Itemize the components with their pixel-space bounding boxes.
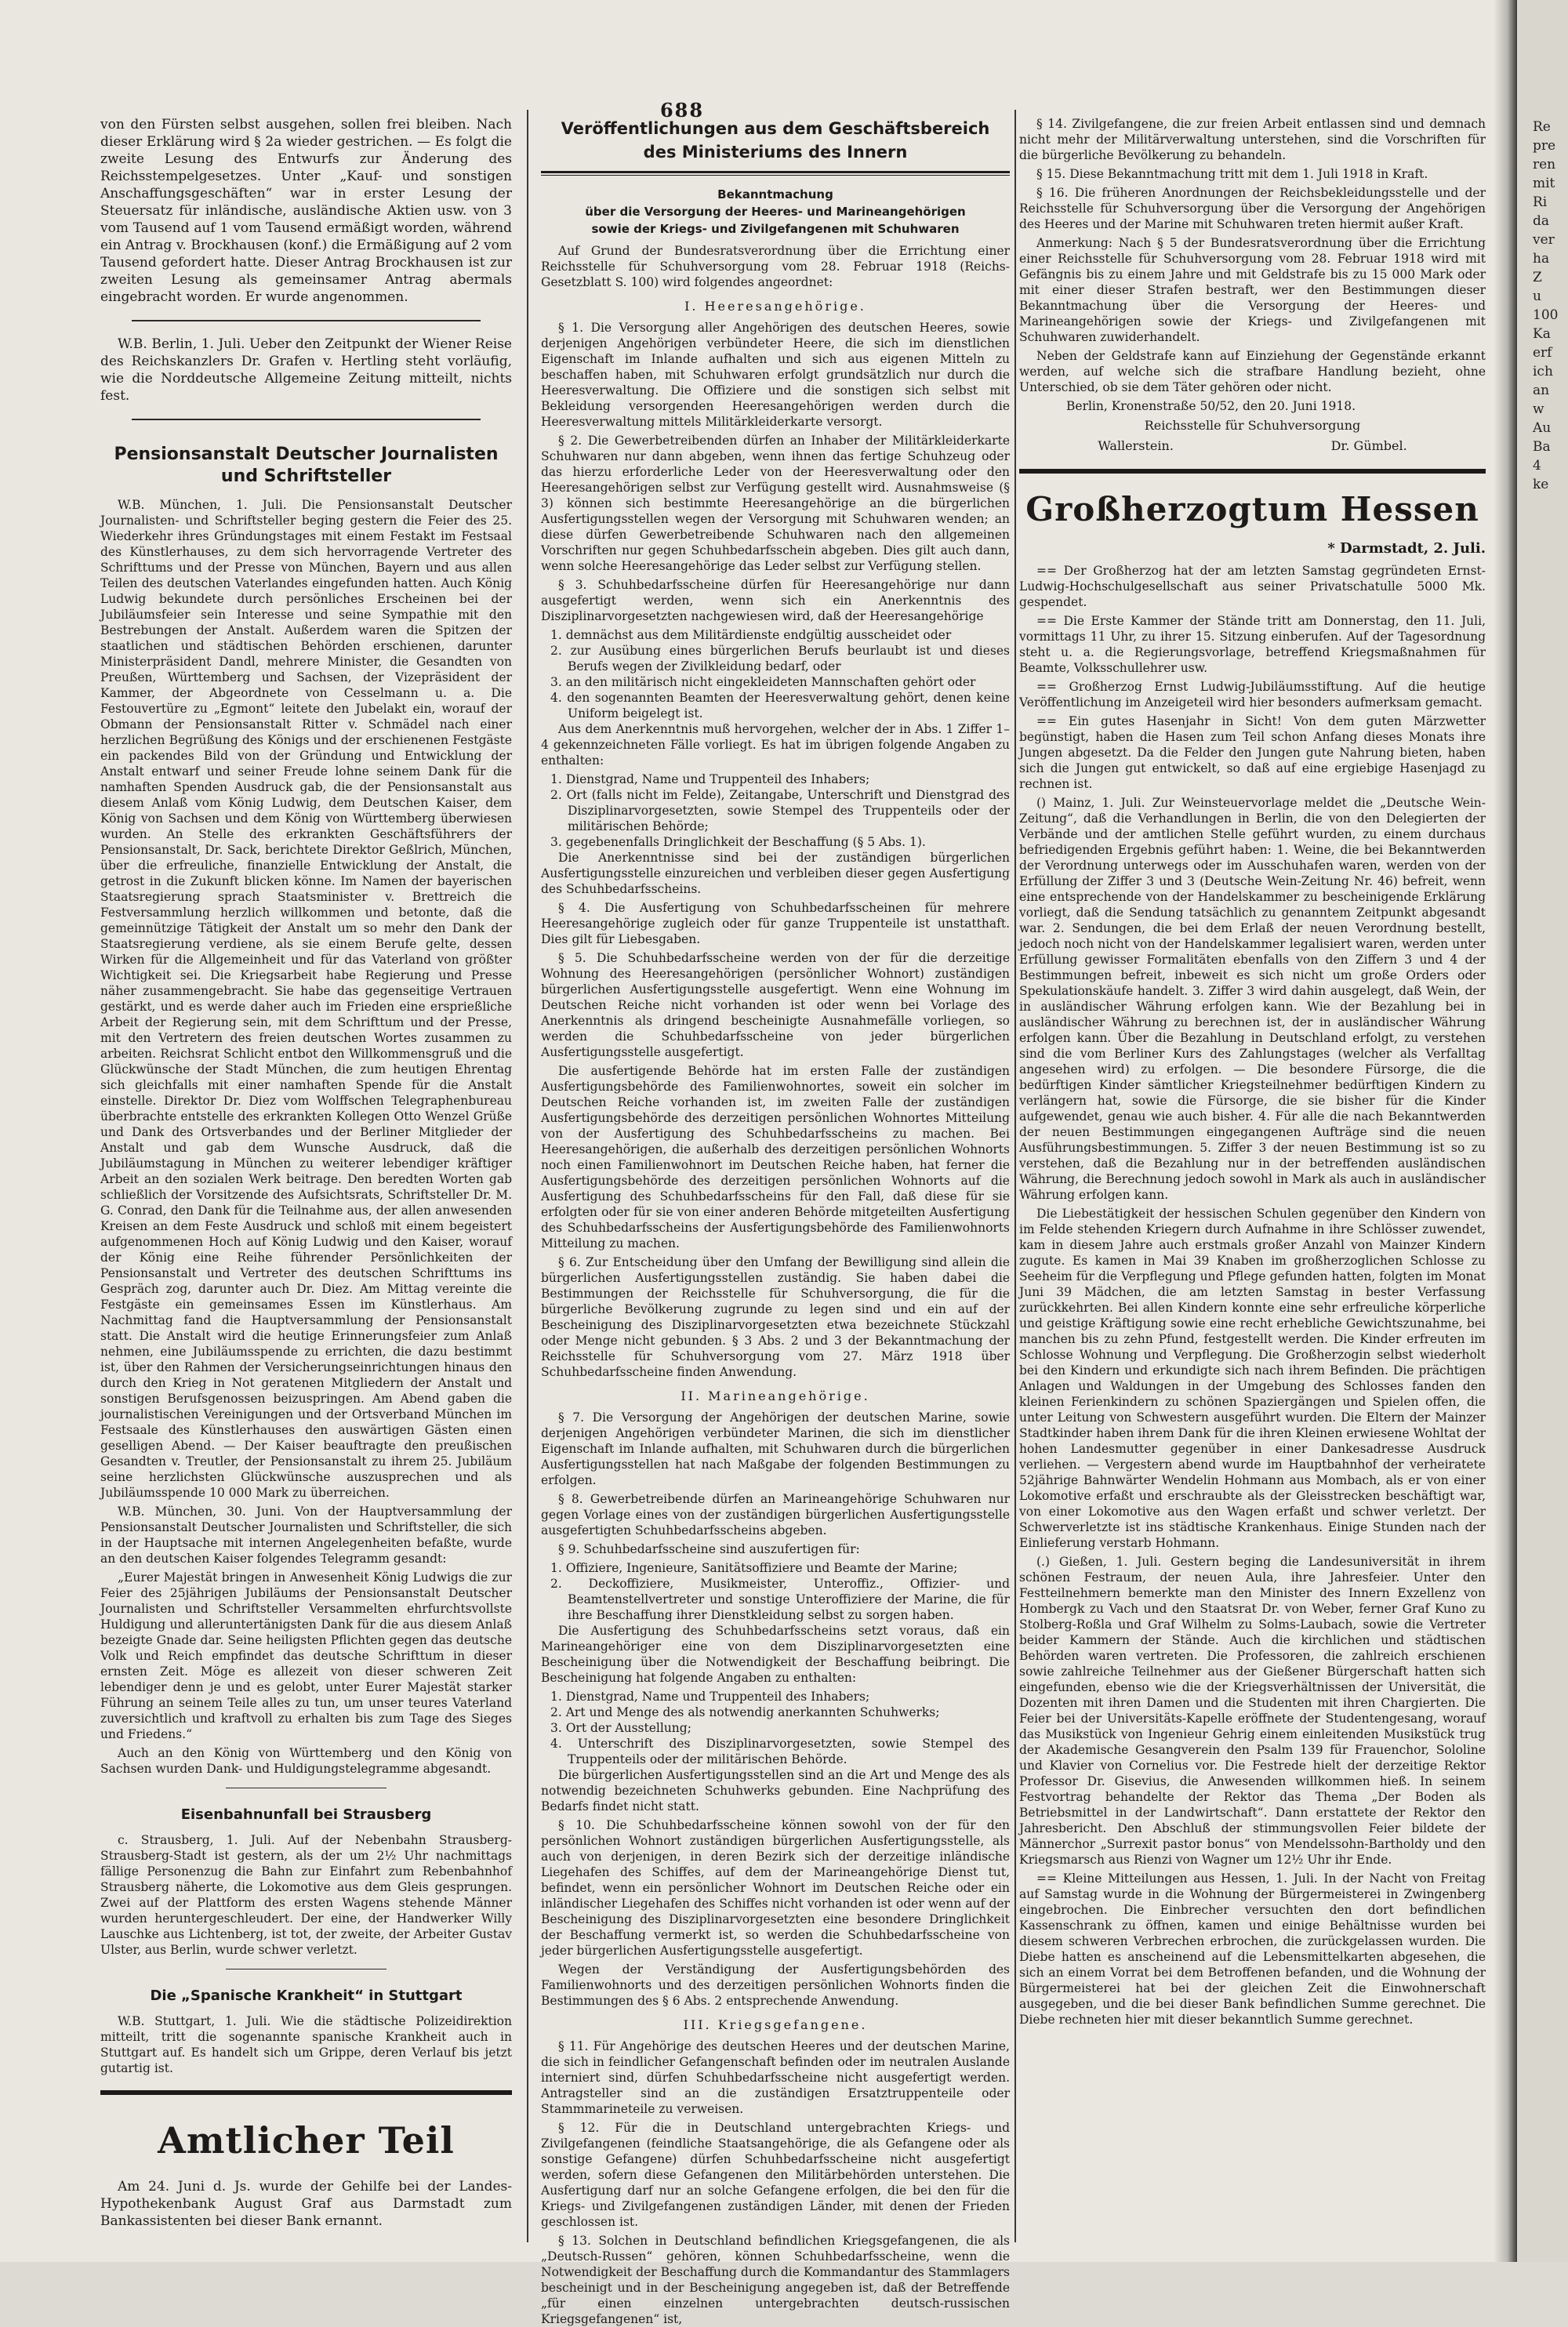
paragraph-eisenbahnunfall: c. Strausberg, 1. Juli. Auf der Nebenbahn Strausberg-Strausberg-Stadt ist gestern, als der um 2½ Uhr nachmittags fällige Personenzug die Bahn zur Einfahrt zum Rebenbahnhof Strausberg näherte, die Lokomotive aus dem Gleis gesprungen. Zwei auf der Plattform des ersten Wagens stehende Männer wurden heruntergeschleudert. Der eine, der Handwerker Willy Lauschke aus Lichtenberg, ist tot, der zweite, der Arbeiter Gustav Ulster, aus Berlin, wurde schwer verletzt. (100, 1833, 512, 1957)
paragraph-s3: § 3. Schuhbedarfsscheine dürfen für Heeresangehörige nur dann ausgefertigt werden, wenn sich ein Anerkenntnis des Disziplinarvorgesetzten nachgewiesen wird, daß der Heeresangehörige (541, 578, 1010, 623)
adjacent-page-text: ich (1533, 364, 1553, 379)
signature-row (1019, 437, 1486, 455)
adjacent-page-text: Ri (1533, 194, 1548, 210)
separator-thick (1019, 469, 1486, 474)
subheadline-1: über die Versorgung der Heeres- und Marineangehörigen (585, 205, 966, 219)
list-item: 2. zur Ausübung eines bürgerlichen Berufs beurlaubt ist und dieses Berufs wegen der Zivilkleidung bedarf, oder (550, 644, 1010, 673)
section-heading-marineangehoerige: II. Marineangehörige. (681, 1389, 870, 1403)
paragraph-s6: § 6. Zur Entscheidung über den Umfang der Bewilligung sind allein die bürgerlichen Ausfertigungsstellen zuständig. Sie haben dabei die Bestimmungen der Reichsstelle für Schuhversorgung, die für die bürgerliche Bevölkerung zugrunde zu legen sind und ein auf der Bescheinigung des Disziplinarvorgesetzten etwa bezeichnete Stückzahl oder Menge nicht gebunden. § 3 Abs. 2 und 3 der Bekanntmachung der Reichsstelle für Schuhversorgung vom 27. März 1918 über Schuhbedarfsscheine finden Anwendung. (541, 1255, 1010, 1379)
column-rule-right (1014, 110, 1016, 2242)
list-s9b (541, 1689, 1010, 1767)
adjacent-page-fragment (1517, 0, 1568, 2262)
paragraph-s10: § 10. Die Schuhbedarfsscheine können sowohl von der für den persönlichen Wohnort zuständigen bürgerlichen Ausfertigungsstelle, als auch von derjenigen, in deren Bezirk sich der derzeitige inländische Liegehafen des Schiffes, auf dem der Marineangehörige Dienst tut, befindet, wenn ein persönlicher Wohnort im Deutschen Reiche oder ein inländischer Liegehafen des Schiffes nicht vorhanden ist oder wenn auf der Bescheinigung des Disziplinarvorgesetzten eine besondere Dringlichkeit der Beschaffung vermerkt ist, so werden die Schuhbedarfsscheine von jeder bürgerlichen Ausfertigungsstelle ausgefertigt. (541, 1818, 1010, 1958)
adjacent-page-text: u (1533, 289, 1541, 304)
list-item: 4. den sogenannten Beamten der Heeresverwaltung gehört, denen keine Uniform beigelegt ist. (550, 691, 1010, 721)
paragraph-telegram-2: Auch an den König von Württemberg und den König von Sachsen wurden Dank- und Huldigungstelegramme abgesandt. (100, 1746, 512, 1776)
paragraph-s1: § 1. Die Versorgung aller Angehörigen des deutschen Heeres, sowie derjenigen Angehörigen verbündeter Heere, die sich im dienstlichen Eigenschaft im Inlande aufhalten und sich aus eigenen Mitteln zu beschaffen haben, mit Schuhwaren erfolgt grundsätzlich nur durch die Heeresverwaltung. Die Offiziere und die sonstigen sich selbst mit Bekleidung versorgenden Heeresangehörigen werden durch die Heeresverwaltung mittels Militärkleiderkarte versorgt. (541, 321, 1010, 429)
column-middle (541, 116, 1010, 2326)
paragraph-s3b: Aus dem Anerkenntnis muß hervorgehen, welcher der in Abs. 1 Ziffer 1–4 gekennzeichneten Fälle vorliegt. Es hat im übrigen folgende Angaben zu enthalten: (541, 722, 1010, 768)
dateline-darmstadt: * Darmstadt, 2. Juli. (1327, 540, 1486, 557)
list-item: 2. Ort (falls nicht im Felde), Zeitangabe, Unterschrift und Dienstgrad des Disziplinarvorgesetzten, sowie Stempel des Truppenteils oder der militärischen Behörde; (550, 788, 1010, 833)
adjacent-page-text: 4 (1533, 458, 1541, 474)
paragraph-anmerkung: Anmerkung: Nach § 5 der Bundesratsverordnung über die Errichtung einer Reichsstelle für Schuhversorgung vom 28. Februar 1918 wird mit Gefängnis bis zu einem Jahre und mit Geldstrafe bis zu 15 000 Mark oder mit einer dieser Strafen bestraft, wer den Bestimmungen dieser Bekanntmachung über die Versorgung der Heeres- und Marineangehörigen sowie der Kriegs- und Zivilgefangenen mit Schuhwaren zuwiderhandelt. (1019, 236, 1486, 344)
list-item: 1. demnächst aus dem Militärdienste endgültig ausscheidet oder (550, 628, 952, 642)
list-item: 4. Unterschrift des Disziplinarvorgesetzten, sowie Stempel des Truppenteils oder der militärischen Behörde. (550, 1737, 1010, 1766)
list-item: 3. an den militärisch nicht eingekleideten Mannschaften gehört oder (550, 675, 976, 689)
adjacent-page-text: ha (1533, 251, 1550, 267)
signature-guembel: Dr. Gümbel. (1330, 438, 1407, 453)
adjacent-page-text: ke (1533, 477, 1549, 492)
column-left (100, 116, 512, 2233)
paragraph-pension-1: W.B. München, 1. Juli. Die Pensionsanstalt Deutscher Journalisten- und Schriftsteller beging gestern die Feier des 25. Wiederkehr ihres Gründungstages mit einem Festakt im Festsaal des Künstlerhauses, zu dem sich hervorragende Vertreter des Schrifttums und der Presse von München, Bayern und aus allen Teilen des deutschen Vaterlandes eingefunden hatten. Auch König Ludwig bekundete durch persönliches Erscheinen bei der Jubiläumsfeier sein Interesse und seine Sympathie mit den Bestrebungen der Anstalt. Außerdem waren die Spitzen der staatlichen und städtischen Behörden erschienen, darunter Ministerpräsident Dandl, mehrere Minister, die Gesandten von Preußen, Württemberg und Sachsen, der Vizepräsident der Kammer, der Abgeordnete von Cesselmann u. a. Die Festouvertüre zu „Egmont“ leitete den Jubelakt ein, worauf der Obmann der Pensionsanstalt Ritter v. Schmädel nach einer herzlichen Begrüßung des Königs und der erschienenen Festgäste ein packendes Bild von der Gründung und Entwicklung der Anstalt entwarf und seiner Freude lohne seinem Dank für die namhaften Spenden Ausdruck gab, die der Pensionsanstalt aus diesem Anlaß vom König Ludwig, dem Deutschen Kaiser, dem König von Sachsen und dem König von Württemberg überwiesen wurden. An Stelle des erkrankten Geschäftsführers der Pensionsanstalt, Dr. Sack, berichtete Direktor Geßlrich, München, über die erfreuliche, finanzielle Entwicklung der Anstalt, die getrost in die Zukunft blicken könne. Im Namen der bayerischen Staatsregierung sprach Staatsminister v. Brettreich die Festversammlung herzlich willkommen und betonte, daß die gemeinnützige Tätigkeit der Anstalt um so mehr den Dank der Staatsregierung verdiene, als sie einem Berufe gelte, dessen Wirken für die Allgemeinheit und für das Vaterland von größter Wichtigkeit sei. Die Kriegsarbeit habe Regierung und Presse näher zusammengebracht. Sie habe das gegenseitige Vertrauen gestärkt, und es werde daher auch im Frieden eine ersprießliche Arbeit der Regierung sein, mit dem Schrifttum und der Presse, mit den Vertretern des freien deutschen Wortes zusammen zu arbeiten. Reichsrat Schlicht entbot den Willkommensgruß und die Glückwünsche der Stadt München, die zum heutigen Ehrentag sich gleichfalls mit einer namhaften Spende für die Anstalt einstelle. Direktor Dr. Diez vom Wolffschen Telegraphenbureau überbrachte entstelle des erkrankten Kollegen Otto Wenzel Grüße und Dank des Ortsverbandes und der Berliner Mitglieder der Anstalt und gab dem Wunsche Ausdruck, daß die Jubiläumstagung in München zu weiterer lebendiger kräftiger Arbeit an den sozialen Werk beitrage. Den beredten Worten gab schließlich der Vorsitzende des Aufsichtsrats, Schriftsteller Dr. M. G. Conrad, den Dank für die Teilnahme aus, der allen anwesenden Kreisen an dem Feste Ausdruck und schloß mit einem begeistert aufgenommenen Hoch auf König Ludwig und den Kaiser, worauf der König eine Reihe führender Persönlichkeiten der Pensionsanstalt und Vertreter des deutschen Schrifttums ins Gespräch zog, darunter auch Dr. Diez. Am Mittag vereinte die Festgäste ein gemeinsames Essen im Künstlerhaus. Am Nachmittag fand die Hauptversammlung der Pensionsanstalt statt. Die Anstalt wird die heutige Erinnerungsfeier zum Anlaß nehmen, eine Jubiläumsspende zu errichten, die dazu bestimmt ist, über den Rahmen der Versicherungseinrichtungen hinaus den durch den Krieg in Not geratenen Mitgliedern der Anstalt und sonstigen Berufsgenossen beizuspringen. Am Abend gaben die journalistischen Vereinigungen und der Ortsverband München im Festsaale des Künstlerhauses den auswärtigen Gästen einen geselligen Abend. — Der Kaiser beauftragte den preußischen Gesandten v. Treutler, der Pensionsanstalt zu ihrem 25. Jubiläum seine herzlichsten Glückwünsche auszusprechen und als Jubiläumsspende 10 000 Mark zu überreichen. (100, 498, 512, 1500)
signature-organization: Reichsstelle für Schuhversorgung (1144, 418, 1361, 433)
paragraph-s9c: Die bürgerlichen Ausfertigungsstellen sind an die Art und Menge des als notwendig bezeichneten Schuhwerks gebunden. Eine Nachprüfung des Bedarfs findet nicht statt. (541, 1768, 1010, 1813)
paragraph-s5b: Die ausfertigende Behörde hat im ersten Falle der zuständigen Ausfertigungsbehörde des Familienwohnortes, soweit ein solcher im Deutschen Reiche vorhanden ist, im zweiten Falle der zuständigen Ausfertigungsbehörde des derzeitigen persönlichen Wohnortes Mitteilung von der Ausfertigung des Schuhbedarfsscheins zu machen. Bei Heeresangehörigen, die außerhalb des derzeitigen persönlichen Wohnorts noch einen Familienwohnort im Deutschen Reiche haben, hat ferner die Ausfertigungsbehörde des derzeitigen persönlichen Wohnorts auf die Ausfertigung des Schuhbedarfsscheins für den Fall, daß diese für sie erfolgten oder für sie von einer anderen Behörde mitgeteilten Ausfertigung des Schuhbedarfsscheins der Ausfertigungsbehörde des Familienwohnorts Mitteilung zu machen. (541, 1064, 1010, 1251)
adjacent-page-text: mit (1533, 176, 1555, 191)
paragraph-s4: § 4. Die Ausfertigung von Schuhbedarfsscheinen für mehrere Heeresangehörige zugleich oder für ganze Truppenteile ist unstatthaft. Dies gilt für Liebesgaben. (541, 901, 1010, 946)
binding-shadow (1494, 0, 1519, 2262)
section-heading-kriegsgefangene: III. Kriegsgefangene. (683, 2017, 868, 2032)
adjacent-page-text: Ka (1533, 326, 1551, 342)
separator (132, 320, 481, 321)
subheadline-2: sowie der Kriegs- und Zivilgefangenen mit Schuhwaren (591, 222, 960, 236)
list-item: 1. Dienstgrad, Name und Truppenteil des Inhabers; (550, 1690, 870, 1704)
paragraph-kleine-mitteilungen: == Kleine Mitteilungen aus Hessen, 1. Juli. In der Nacht von Freitag auf Samstag wurde in die Wohnung der Bürgermeisterei in Zwingenberg eingebrochen. Die Einbrecher versuchten den dort befindlichen Kassenschrank zu öffnen, kamen und einige Behältnisse wurden bei diesem schweren Verbrechen erbrochen, die zurückgelassen wurden. Die Diebe hatten es anscheinend auf die Lebensmittelkarten abgesehen, die sich an einem Vorrat bei dem Betroffenen befanden, und die Wohnung der Bürgermeisterei hat bei der gleichen Zeit die Einwohnerschaft ausgegeben, und die bei dieser Bank befindlichen Summe gerechnet. Die Diebe rechneten hier mit dieser bekanntlich Summe gerechnet. (1019, 1871, 1486, 2027)
paragraph-liebestaetigkeit: Die Liebestätigkeit der hessischen Schulen gegenüber den Kindern von im Felde stehenden Kriegern durch Aufnahme in ihre Schlösser zuwendet, kam in diesem Jahre auch erstmals großer Anzahl von Mainzer Kindern zugute. Es kamen in Mai 39 Knaben im großherzoglichen Schlosse zu Seeheim für die Verpflegung und Pflege gefunden hatten, folgten im Monat Juni 39 Mädchen, die am letzten Samstag in bester Verfassung zurückkehrten. Bei allen Kindern konnte eine sehr erfreuliche körperliche und geistige Kräftigung sowie eine recht erhebliche Gewichtszunahme, bei manchen bis zu zehn Pfund, festgestellt werden. Die Kinder erfreuten im Schlosse Wohnung und Verpflegung. Die Großherzogin selbst wiederholt bei den Kindern und erkundigte sich nach ihrem Befinden. Die prächtigen Anlagen und Waldungen in der Umgebung des Schlosses fanden den kleinen Ferienkindern zu schönen Spaziergängen und Spielen offen, die unter Leitung von Schwestern ausgeführt wurden. Die Eltern der Mainzer Stadtkinder haben ihrem Dank für die ihren Kleinen erwiesene Wohltat der hohen Landesmutter gegenüber in einer Dankesadresse Ausdruck verliehen. — Vergestern abend wurde im Hauptbahnhof der verheiratete 52jährige Bahnwärter Wendelin Hohmann aus Mombach, als er von einer Lokomotive erfaßt und erschraubte als der Gleisstrecken beschäftigt war, von einer Lokomotive aus den Wagen erfaßt und schwer verletzt. Der Schwerverletzte ist ins städtische Krankenhaus. Einige Stunden nach der Einlieferung verstarb Hohmann. (1019, 1207, 1486, 1550)
paragraph-amtlich: Am 24. Juni d. Js. wurde der Gehilfe bei der Landes-Hypothekenbank August Graf aus Darmstadt zum Bankassistenten bei dieser Bank ernannt. (100, 2179, 512, 2229)
paragraph-s14: § 14. Zivilgefangene, die zur freien Arbeit entlassen sind und demnach nicht mehr der Militärverwaltung unterstehen, sind die Vorschriften für die bürgerliche Bevölkerung zu behandeln. (1019, 117, 1486, 162)
dateline-berlin: Berlin, Kronenstraße 50/52, den 20. Juni 1918. (1066, 399, 1356, 413)
paragraph-s10b: Wegen der Verständigung der Ausfertigungsbehörden des Familienwohnorts und des derzeitigen persönlichen Wohnorts finden die Bestimmungen des § 6 Abs. 2 entsprechende Anwendung. (541, 1962, 1010, 2008)
paragraph-s3c: Die Anerkenntnisse sind bei der zuständigen bürgerlichen Ausfertigungsstelle einzureichen und verbleiben dieser gegen Ausfertigung des Schuhbedarfsscheins. (541, 851, 1010, 896)
adjacent-page-text: Ba (1533, 439, 1551, 455)
column-right (1019, 116, 1486, 2233)
list-item: 2. Deckoffiziere, Musikmeister, Unteroffiz., Offizier- und Beamtenstellvertreter und sonstige Unteroffiziere der Marine, die für ihre Beschaffung ihrer Dienstkleidung selbst zu sorgen haben. (550, 1577, 1010, 1622)
headline-veroeffentlichungen: Veröffentlichungen aus dem Geschäftsbereich (561, 119, 990, 138)
paragraph-mainz: () Mainz, 1. Juli. Zur Weinsteuervorlage meldet die „Deutsche Wein-Zeitung“, daß die Verhandlungen in Berlin, die von den Delegierten der Verbände und der amtlichen Stelle geführt wurden, zu einem durchaus befriedigenden Ergebnis geführt haben: 1. Weine, die bei Bekanntwerden der Verordnung unterwegs oder im Ausschuhafen waren, werden von der Erfüllung der Ziffer 3 und 3 (Deutsche Wein-Zeitung Nr. 46) befreit, wenn eine entsprechende von der Handelskammer zu bescheinigende Erklärung vorliegt, daß die Sendung tatsächlich zu genanntem Zeitpunkt abgesandt war. 2. Sendungen, die bei dem Erlaß der neuen Verordnung bestellt, jedoch noch nicht von der Handelskammer legalisiert waren, werden unter Erfüllung gewisser Formalitäten ebenfalls von den Ziffern 3 und 4 der Bestimmungen befreit, inbeweit es sich nicht um große Orders oder Spekulationskäufe handelt. 3. Ziffer 3 wird dahin ausgelegt, daß Wein, der in ausländischer Währung erfolgen kann. Wie der Bezahlung bei in ausländischer Währung zu berechnen ist, der in ausländischer Währung erfolgen kann. Über die Bezahlung in Deutschland erfolgt, zu verstehen sind die vom Berliner Kurs des Zahlungstages (welcher als Verfalltag angesehen wird) zu erfolgen. — Die besondere Fürsorge, die die bedürftigen Kinder sämtlicher Kriegsteilnehmer bedürftigen Kindern zu verlängern hat, sowie die Fürsorge, die sie bisher für die Kinder aufgewendet, genau wie auch bisher. 4. Für alle die nach Bekanntwerden der neuen Bestimmungen eingegangenen Aufträge sind die neuen Ausführungsbestimmungen. 5. Ziffer 3 der neuen Bestimmung ist so zu verstehen, daß die Bezahlung nur in der betreffenden ausländischen Währung, die Berechnung jedoch sowohl in Mark als auch in ausländischer Währung erfolgen kann. (1019, 796, 1486, 1202)
paragraph-s11: § 11. Für Angehörige des deutschen Heeres und der deutschen Marine, die sich in feindlicher Gefangenschaft befinden oder im neutralen Auslande interniert sind, dürfen Schuhbedarfsscheine nicht ausgefertigt werden. Antragsteller sind an die zuständigen Ersatztruppenteile oder Stammmarineteile zu verweisen. (541, 2039, 1010, 2116)
list-s3 (541, 627, 1010, 721)
paragraph-s15: § 15. Diese Bekanntmachung tritt mit dem 1. Juli 1918 in Kraft. (1036, 167, 1428, 181)
list-s9 (541, 1560, 1010, 1623)
headline-ministerium: des Ministeriums des Innern (643, 143, 908, 162)
paragraph-hasenjahr: == Ein gutes Hasenjahr in Sicht! Von dem guten Märzwetter begünstigt, haben die Hasen zum Teil schon Anfang dieses Monats ihre Jungen abgesetzt. Da die Felder den Jungen gute Nahrung bieten, haben sich die Jungen gut entwickelt, so daß auf eine ergiebige Hasenjagd zu rechnen ist. (1019, 714, 1486, 791)
double-rule (541, 171, 1010, 176)
paragraph-grossherzog: == Der Großherzog hat der am letzten Samstag gegründeten Ernst-Ludwig-Hochschulgesellschaft aus seiner Privatschatulle 5000 Mk. gespendet. (1019, 564, 1486, 609)
adjacent-page-text: Au (1533, 420, 1552, 436)
paragraph-s5: § 5. Die Schuhbedarfsscheine werden von der für die derzeitige Wohnung des Heeresangehörigen (persönlicher Wohnort) zuständigen bürgerlichen Ausfertigungsstelle ausgefertigt. Wenn eine Wohnung im Deutschen Reiche nicht vorhanden ist oder wenn bei Vorlage des Anerkenntnis als dringend bescheinigte Ausnahmefälle vorliegen, so werden die Schuhbedarfsscheine von jeder bürgerlichen Ausfertigungsstelle ausgefertigt. (541, 951, 1010, 1059)
section-heading-heeresangehoerige: I. Heeresangehörige. (684, 299, 866, 314)
list-item: 3. Ort der Ausstellung; (550, 1721, 691, 1735)
paragraph-s2: § 2. Die Gewerbetreibenden dürfen an Inhaber der Militärkleiderkarte Schuhwaren nur dann abgeben, wenn ihnen das fertige Schuhzeug oder das hierzu erforderliche Leder von der Heeresverwaltung oder den Heeresangehörigen selbst zur Verfügung gestellt wird. Ausnahmsweise (§ 3) können sich bestimmte Heeresangehörige an die bürgerlichen Ausfertigungsstellen wegen der Versorgung mit Schuhwaren wenden; an diese dürfen Gewerbetreibende Schuhwaren nach den allgemeinen Vorschriften nur gegen Schuhbedarfsschein abgeben. Dies gilt auch dann, wenn solche Heeresangehörige das Leder selbst zur Verfügung stellen. (541, 434, 1010, 573)
adjacent-page-text: w (1533, 401, 1544, 417)
column-rule-left (527, 110, 528, 2242)
paragraph-telegram: „Eurer Majestät bringen in Anwesenheit König Ludwigs die zur Feier des 25jährigen Jubiläums der Pensionsanstalt Deutscher Journalisten und Schriftsteller Versammelten ehrfurchtsvollste Huldigung und alleruntertänigsten Dank für die aus diesem Anlaß bezeigte Gnade dar. Seine heiligsten Pflichten gegen das deutsche Volk und Reich empfindet das deutsche Schrifttum in dieser ernsten Zeit. Möge es allezeit von dieser schweren Zeit lebendiger denn je und es gelobt, unter Eurer Majestät starker Führung an seinem Teile alles zu tun, um unser teures Vaterland zuversichtlich und kraftvoll zu erhalten bis zum Tage des Sieges und Friedens.“ (100, 1570, 512, 1741)
paragraph-reichstag-end: von den Fürsten selbst ausgehen, sollen frei bleiben. Nach dieser Erklärung wird § 2a wieder gestrichen. — Es folgt die zweite Lesung des Entwurfs zur Änderung des Reichsstempelgesetzes. Unter „Kauf- und sonstigen Anschaffungsgeschäften“ war in erster Lesung der Steuersatz für inländische, ausländische Aktien usw. von 3 vom Tausend auf 1 vom Tausend ermäßigt worden, während ein Antrag v. Brockhausen (konf.) die Ermäßigung auf 2 vom Tausend gefordert hatte. Dieser Antrag Brockhausen ist zur zweiten Lesung als gemeinsamer Antrag abermals eingebracht worden. Er wurde angenommen. (100, 117, 512, 305)
paragraph-erste-kammer: == Die Erste Kammer der Stände tritt am Donnerstag, den 11. Juli, vormittags 11 Uhr, zu ihrer 15. Sitzung einberufen. Auf der Tagesordnung steht u. a. die Regierungsvorlage, betreffend Kriegsmaßnahmen für Beamte, Volksschullehrer usw. (1019, 614, 1486, 675)
paragraph-s13: § 13. Solchen in Deutschland befindlichen Kriegsgefangenen, die als „Deutsch-Russen“ gehören, können Schuhbedarfsscheine, wenn die Notwendigkeit der Beschaffung durch die Kommandantur des Stammlagers bescheinigt und in der Bescheinigung angegeben ist, daß der Betreffende „für einen einzelnen untergebrachten deutsch-russischen Kriegsgefangenen“ ist, (541, 2234, 1010, 2326)
headline-bekanntmachung: Bekanntmachung (717, 187, 833, 201)
paragraph-s7: § 7. Die Versorgung der Angehörigen der deutschen Marine, sowie derjenigen Angehörigen verbündeter Marinen, die sich im dienstlicher Eigenschaft im Inlande aufhalten, mit Schuhwaren durch die bürgerlichen Ausfertigungsstellen hat nach Maßgabe der folgenden Bestimmungen zu erfolgen. (541, 1410, 1010, 1487)
adjacent-page-text: Re (1533, 119, 1551, 135)
paragraph-s12: § 12. Für die in Deutschland untergebrachten Kriegs- und Zivilgefangenen (feindliche Staatsangehörige, die als Gefangene oder als sonstige Gefangene) dürfen Schuhbedarfsscheine nicht ausgefertigt werden, sofern diese Gefangenen den Militärbehörden unterstehen. Die Ausfertigung darf nur an solche Gefangene erfolgen, die bei den für die Kriegs- und Zivilgefangenen zuständigen Länder, mit denen der Frieden geschlossen ist. (541, 2121, 1010, 2229)
signature-wallerstein: Wallerstein. (1098, 438, 1174, 453)
list-s3b (541, 771, 1010, 850)
page-number: 688 (659, 99, 705, 122)
list-item: 1. Dienstgrad, Name und Truppenteil des Inhabers; (550, 772, 870, 786)
paragraph-s9: § 9. Schuhbedarfsscheine sind auszufertigen für: (558, 1542, 860, 1556)
paragraph-s9b: Die Ausfertigung des Schuhbedarfsscheins setzt voraus, daß ein Marineangehöriger eine von dem Disziplinarvorgesetzten eine Bescheinigung über die Notwendigkeit der Beschaffung beibringt. Die Bescheinigung hat folgende Angaben zu enthalten: (541, 1624, 1010, 1685)
headline-amtlicher-teil: Amtlicher Teil (158, 2119, 455, 2162)
adjacent-page-text: erf (1533, 345, 1552, 361)
paragraph-anmerkung-2: Neben der Geldstrafe kann auf Einziehung der Gegenstände erkannt werden, auf welche sich die strafbare Handlung bezieht, ohne Unterschied, ob sie dem Täter gehören oder nicht. (1019, 349, 1486, 394)
paragraph-berlin: W.B. Berlin, 1. Juli. Ueber den Zeitpunkt der Wiener Reise des Reichskanzlers Dr. Grafen v. Hertling steht vorläufig, wie die Norddeutsche Allgemeine Zeitung mitteilt, nichts fest. (100, 336, 512, 404)
list-item: 3. gegebenenfalls Dringlichkeit der Beschaffung (§ 5 Abs. 1). (550, 835, 926, 849)
paragraph-s16: § 16. Die früheren Anordnungen der Reichsbekleidungsstelle und der Reichsstelle für Schuhversorgung über die Versorgung der Angehörigen des Heeres und der Marine mit Schuhwaren treten hiermit außer Kraft. (1019, 186, 1486, 231)
adjacent-page-text: pre (1533, 138, 1556, 154)
list-item: 2. Art und Menge des als notwendig anerkannten Schuhwerks; (550, 1705, 940, 1719)
headline-eisenbahnunfall: Eisenbahnunfall bei Strausberg (180, 1806, 432, 1823)
paragraph-spanische-krankheit: W.B. Stuttgart, 1. Juli. Wie die städtische Polizeidirektion mitteilt, tritt die sogenannte spanische Krankheit auch in Stuttgart auf. Es handelt sich um Grippe, deren Verlauf bis jetzt gutartig ist. (100, 2014, 512, 2075)
headline-pensionsanstalt: Pensionsanstalt Deutscher Journalisten und Schriftsteller (114, 445, 499, 486)
list-item: 1. Offiziere, Ingenieure, Sanitätsoffiziere und Beamte der Marine; (550, 1561, 958, 1575)
adjacent-page-text: an (1533, 383, 1550, 398)
paragraph-s8: § 8. Gewerbetreibende dürfen an Marineangehörige Schuhwaren nur gegen Vorlage eines von der zuständigen bürgerlichen Ausfertigungsstelle ausgefertigten Schuhbedarfsscheins abgeben. (541, 1492, 1010, 1537)
separator (132, 419, 481, 420)
separator-thick (100, 2090, 512, 2095)
adjacent-page-text: 100 (1533, 307, 1559, 323)
headline-grossherzogtum-hessen: Großherzogtum Hessen (1025, 490, 1479, 528)
headline-spanische-krankheit: Die „Spanische Krankheit“ in Stuttgart (150, 1988, 463, 2004)
paragraph-giessen: (.) Gießen, 1. Juli. Gestern beging die Landesuniversität in ihrem schönen Festraum, der neuen Aula, ihre Jahresfeier. Unter den Festteilnehmern bemerkte man den Minister des Innern Exzellenz von Hombergk zu Vach und den Staatsrat Dr. von Weber, ferner Graf Kuno zu Stolberg-Roßla und Graf Wilhelm zu Solms-Laubach, sowie die Vertreter beider Kammern der Stände. Auch die kirchlichen und städtischen Behörden waren vertreten. Die Professoren, die zahlreich erschienen sowie zahlreiche Teilnehmer aus der Gießener Bürgerschaft hatten sich eingefunden, ebenso wie die der Kriegsverhältnissen der Universität, die Dozenten mit ihren Damen und die Studenten mit ihren Chargierten. Die Feier bei der Universitäts-Kapelle eröffnete der Studentengesang, worauf das Musikstück von Ingenieur Gehrig einem einleitenden Musikstück trug der Akademische Gesangverein den Psalm 139 für Frauenchor, Sololine und Klavier von Cornelius vor. Die Festrede hielt der derzeitige Rektor Professor Dr. Gisevius, die Anwesenden willkommen hieß. In seinem Festvortrag behandelte der Rektor das Thema „Der Boden als Betriebsmittel in der Landwirtschaft“. Dann erstattete der Rektor den Jahresbericht. Den Abschluß der stimmungsvollen Feier bildete der Männerchor „Surrexit pastor bonus“ von Mendelssohn-Bartholdy und den Kriegsmarsch aus Rienzi von Wagner um 12½ Uhr ihr Ende. (1019, 1555, 1486, 1867)
adjacent-page-text: da (1533, 213, 1550, 229)
paragraph-intro: Auf Grund der Bundesratsverordnung über die Errichtung einer Reichsstelle für Schuhversorgung vom 28. Februar 1918 (Reichs-Gesetzblatt S. 100) wird folgendes angeordnet: (541, 244, 1010, 289)
paragraph-pension-2: W.B. München, 30. Juni. Von der Hauptversammlung der Pensionsanstalt Deutscher Journalisten und Schriftsteller, die sich in der Hauptsache mit internen Angelegenheiten befaßte, wurde an den deutschen Kaiser folgendes Telegramm gesandt: (100, 1505, 512, 1566)
adjacent-page-text: Z (1533, 270, 1542, 285)
adjacent-page-text: ren (1533, 157, 1556, 172)
paragraph-jubilaeumsstiftung: == Großherzog Ernst Ludwig-Jubiläumsstiftung. Auf die heutige Veröffentlichung im Anzeigeteil wird hier besonders aufmerksam gemacht. (1019, 680, 1486, 710)
adjacent-page-text: ver (1533, 232, 1555, 248)
